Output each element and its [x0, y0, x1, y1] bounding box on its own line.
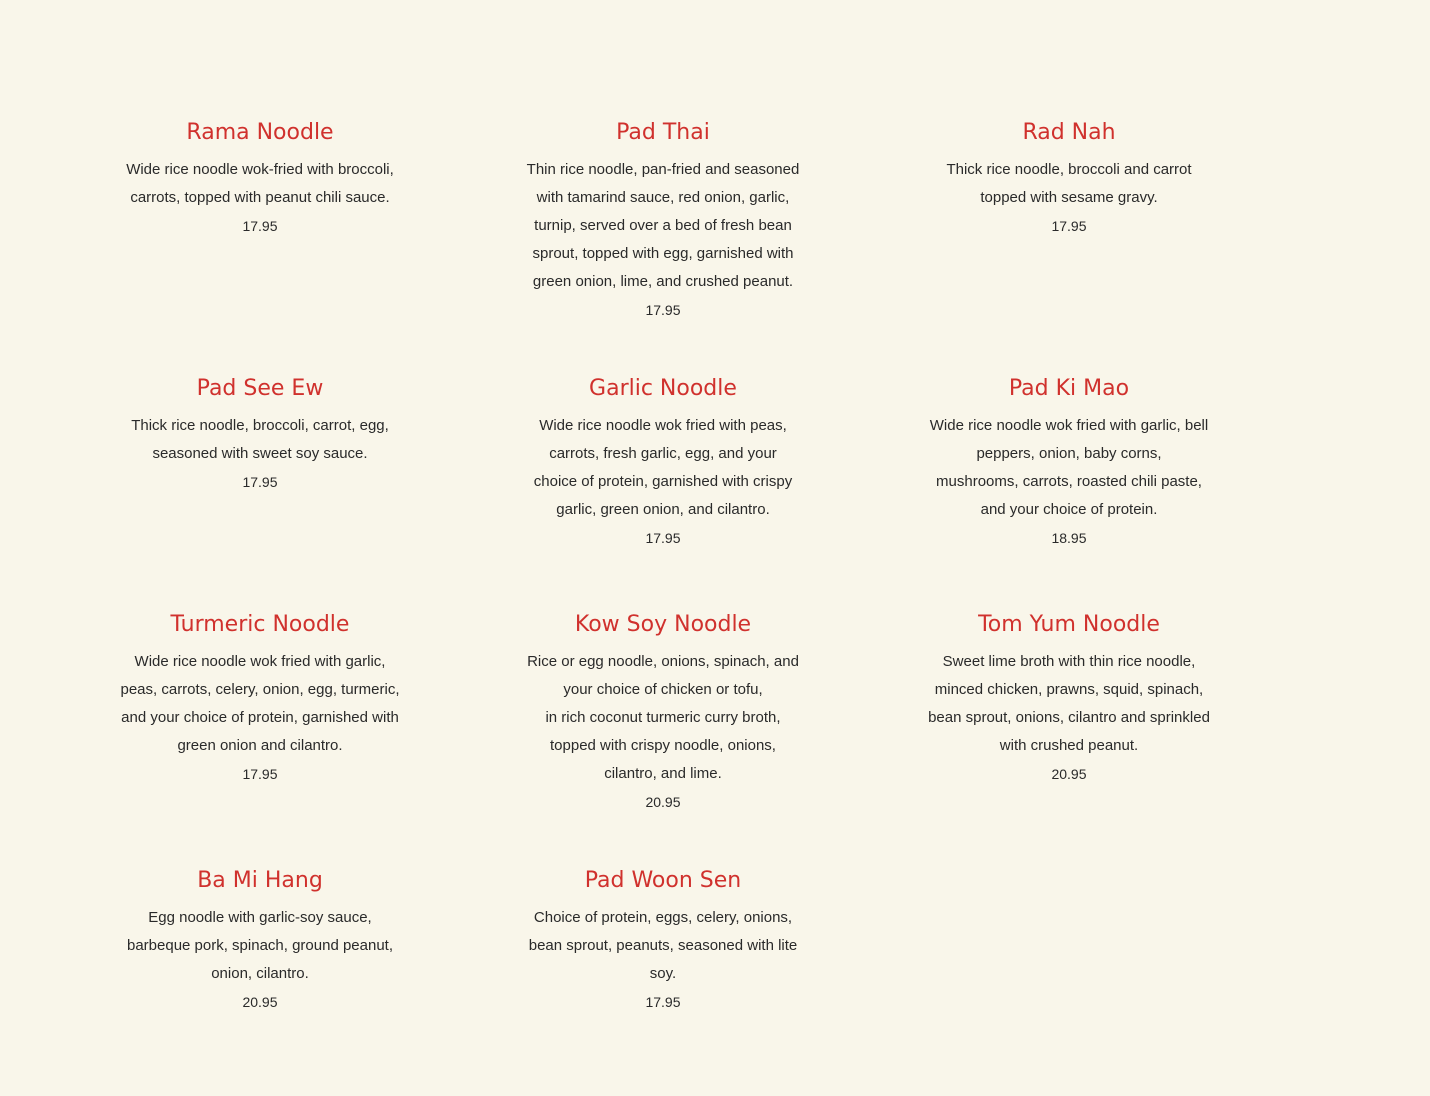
menu-item-price: 17.95 [645, 994, 681, 1010]
menu-item-title: Pad Ki Mao [1008, 376, 1130, 401]
menu-item-price: 17.95 [1051, 218, 1087, 234]
description-line: Rice or egg noodle, onions, spinach, and [527, 653, 799, 670]
menu-item-description [503, 412, 823, 552]
description-line: Thick rice noodle, broccoli and carrot [946, 161, 1192, 178]
menu-item-description [100, 156, 420, 240]
description-line: peppers, onion, baby corns, [976, 445, 1162, 462]
menu-item-price: 18.95 [1051, 530, 1087, 546]
menu-item-description [100, 412, 420, 496]
description-line: topped with crispy noodle, onions, [550, 737, 776, 754]
description-line: sprout, topped with egg, garnished with [532, 245, 794, 262]
menu-item-title: Turmeric Noodle [170, 612, 350, 637]
description-line: mushrooms, carrots, roasted chili paste, [936, 473, 1202, 490]
description-line: in rich coconut turmeric curry broth, [545, 709, 781, 726]
description-line: cilantro, and lime. [604, 765, 722, 782]
description-line: Choice of protein, eggs, celery, onions, [533, 909, 793, 926]
description-line: and your choice of protein. [980, 501, 1158, 518]
menu-item-price: 17.95 [242, 218, 278, 234]
description-line: turnip, served over a bed of fresh bean [534, 217, 792, 234]
menu-item-pad-woon-sen [503, 866, 823, 1016]
menu-item-title: Tom Yum Noodle [978, 612, 1160, 637]
description-line: Sweet lime broth with thin rice noodle, [942, 653, 1196, 670]
menu-item-description [503, 904, 823, 1016]
description-line: minced chicken, prawns, squid, spinach, [934, 681, 1204, 698]
menu-item-pad-thai [503, 118, 823, 324]
description-line: bean sprout, peanuts, seasoned with lite [528, 937, 798, 954]
description-line: your choice of chicken or tofu, [563, 681, 763, 698]
menu-item-price: 20.95 [645, 794, 681, 810]
menu-item-price: 17.95 [242, 766, 278, 782]
description-line: and your choice of protein, garnished with [121, 709, 399, 726]
menu-item-rad-nah [909, 118, 1229, 240]
description-line: carrots, fresh garlic, egg, and your [549, 445, 777, 462]
menu-item-title: Garlic Noodle [589, 376, 737, 401]
menu-item-title: Pad Thai [616, 120, 710, 145]
description-line: Egg noodle with garlic-soy sauce, [148, 909, 372, 926]
menu-item-price: 17.95 [645, 530, 681, 546]
description-line: barbeque pork, spinach, ground peanut, [126, 937, 394, 954]
description-line: choice of protein, garnished with crispy [533, 473, 793, 490]
menu-item-description [100, 904, 420, 1016]
menu-item-title: Rama Noodle [186, 120, 334, 145]
description-line: garlic, green onion, and cilantro. [556, 501, 770, 518]
description-line: soy. [649, 965, 677, 982]
menu-item-rama-noodle [100, 118, 420, 240]
menu-item-description [100, 648, 420, 788]
menu-item-tom-yum-noodle [909, 610, 1229, 788]
menu-item-description [503, 648, 823, 816]
description-line: bean sprout, onions, cilantro and sprinkled [928, 709, 1210, 726]
menu-item-title: Pad See Ew [196, 376, 324, 401]
menu-item-pad-ki-mao [909, 374, 1229, 552]
description-line: Wide rice noodle wok fried with garlic, bell [929, 417, 1209, 434]
description-line: Wide rice noodle wok fried with peas, [539, 417, 787, 434]
description-line: Thin rice noodle, pan-fried and seasoned [526, 161, 800, 178]
menu-item-title: Rad Nah [1022, 120, 1116, 145]
menu-item-description [909, 156, 1229, 240]
description-line: seasoned with sweet soy sauce. [152, 445, 368, 462]
description-line: with tamarind sauce, red onion, garlic, [536, 189, 790, 206]
menu-item-title: Kow Soy Noodle [574, 612, 752, 637]
menu-item-price: 17.95 [645, 302, 681, 318]
menu-item-title: Pad Woon Sen [584, 868, 742, 893]
menu-item-title: Ba Mi Hang [197, 868, 323, 893]
menu-item-turmeric-noodle [100, 610, 420, 788]
description-line: green onion, lime, and crushed peanut. [532, 273, 794, 290]
menu-item-price: 20.95 [1051, 766, 1087, 782]
menu-item-ba-mi-hang [100, 866, 420, 1016]
description-line: onion, cilantro. [211, 965, 309, 982]
menu-item-description [909, 412, 1229, 552]
description-line: with crushed peanut. [999, 737, 1139, 754]
menu-item-price: 17.95 [242, 474, 278, 490]
description-line: peas, carrots, celery, onion, egg, turmeric, [120, 681, 400, 698]
description-line: Thick rice noodle, broccoli, carrot, egg, [131, 417, 389, 434]
menu-item-garlic-noodle [503, 374, 823, 552]
menu-item-pad-see-ew [100, 374, 420, 496]
description-line: Wide rice noodle wok fried with garlic, [134, 653, 386, 670]
description-line: topped with sesame gravy. [980, 189, 1158, 206]
description-line: Wide rice noodle wok-fried with broccoli, [126, 161, 394, 178]
description-line: carrots, topped with peanut chili sauce. [130, 189, 390, 206]
menu-item-kow-soy-noodle [503, 610, 823, 816]
menu-item-description [909, 648, 1229, 788]
menu-item-description [503, 156, 823, 324]
menu-item-price: 20.95 [242, 994, 278, 1010]
description-line: green onion and cilantro. [177, 737, 343, 754]
